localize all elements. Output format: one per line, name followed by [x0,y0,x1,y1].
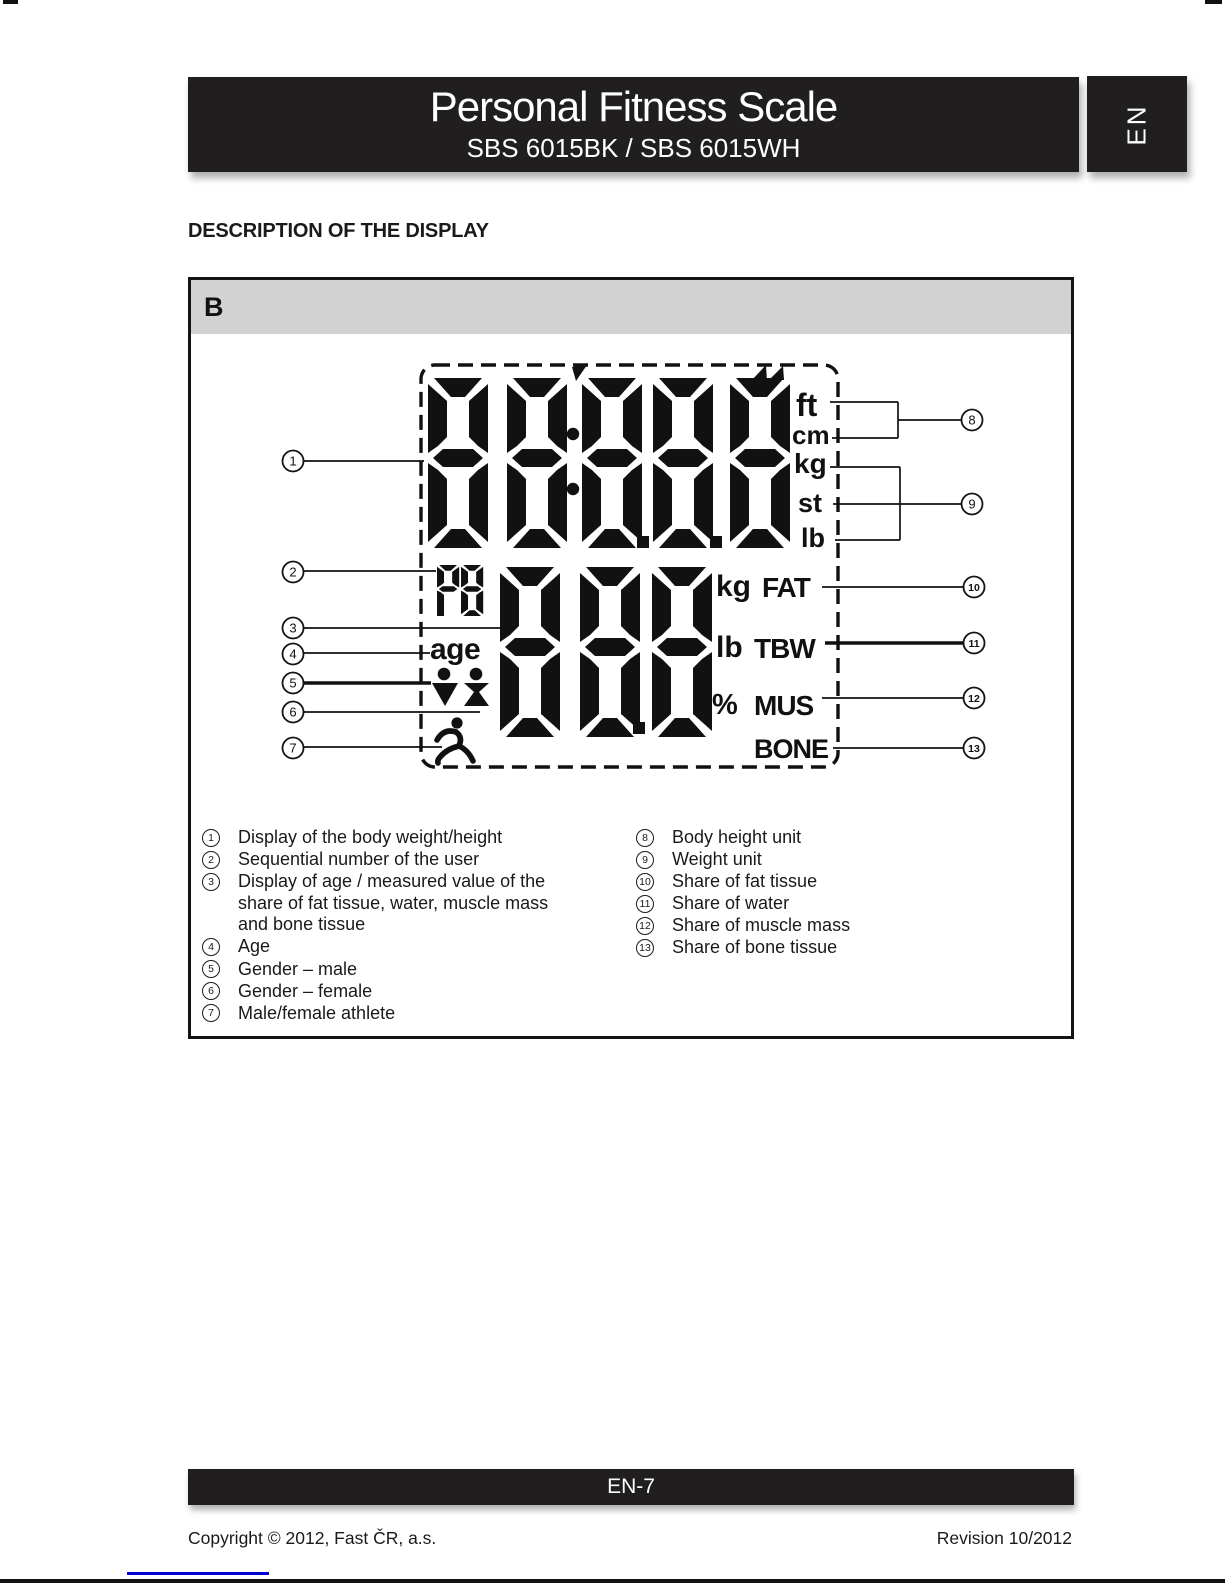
unit-cm: cm [792,420,830,450]
legend-item [636,849,976,871]
fat-unit: kg [716,570,752,603]
legend-label: Sequential number of the user [238,849,480,870]
svg-text:3: 3 [289,620,297,636]
measurement-digit-display [500,567,712,737]
svg-text:4: 4 [289,646,297,662]
crop-mark-left [3,0,18,4]
product-title: Personal Fitness Scale [429,82,838,130]
svg-text:9: 9 [968,496,976,512]
legend-number: 1 [202,829,220,847]
legend-item [202,827,602,849]
page-bottom-rule [0,1579,1225,1583]
male-gender-icon [432,668,458,706]
callout-bracket-9 [830,467,961,540]
legend-item [636,893,976,915]
callout-bracket-8 [830,402,961,438]
weight-height-digit-display [428,365,790,548]
callout-marker-12 [964,688,985,709]
callout-marker-3 [283,618,304,639]
legend-item [636,915,976,937]
athlete-icon [437,717,473,763]
legend-column-left [202,827,602,1025]
legend-label: Share of muscle mass [672,915,851,936]
fat-label: FAT [762,572,810,603]
legend-number: 2 [202,851,220,869]
language-tab-label: EN [1121,102,1152,146]
unit-kg: kg [794,448,827,479]
unit-ft: ft [796,387,818,423]
legend-label: Age [238,936,271,957]
legend-number: 10 [636,873,654,891]
colon-dot-top [567,428,579,440]
svg-text:7: 7 [289,740,297,756]
mus-label: MUS [754,690,814,721]
callout-marker-11 [964,633,985,654]
legend-column-right [636,827,976,960]
legend-label: Display of the body weight/height [238,827,503,847]
legend-item [202,936,602,958]
legend-number: 11 [636,895,654,913]
legend-label: Share of fat tissue [672,871,818,892]
legend-label: Weight unit [672,849,762,870]
legend-label: Share of water [672,893,790,914]
crop-mark-right [1205,0,1222,4]
age-label: age [430,633,481,666]
unit-lb: lb [801,523,825,553]
lcd-display-diagram [188,331,1074,801]
figure-label: B [204,292,224,322]
legend-item [202,1003,602,1025]
legend-number: 9 [636,851,654,869]
legend-number: 4 [202,938,220,956]
legend-number: 7 [202,1004,220,1022]
callout-marker-13 [964,738,985,759]
svg-text:8: 8 [968,412,976,428]
svg-text:5: 5 [289,675,297,691]
legend-item [202,871,602,936]
legend-label: Gender – female [238,980,373,1001]
unit-st: st [798,488,823,518]
language-tab [1087,76,1187,172]
legend-number: 6 [202,982,220,1000]
figure-header [191,280,1071,334]
legend-item [636,871,976,893]
svg-text:1: 1 [289,453,297,469]
callout-marker-10 [964,577,985,598]
bone-label: BONE [754,734,829,764]
mus-unit: % [712,689,738,721]
marker-flag-icon [751,365,767,381]
legend-item [202,849,602,871]
decimal-point [710,536,722,548]
marker-flag-icon [572,365,587,381]
section-heading: DESCRIPTION OF THE DISPLAY [188,220,489,242]
callout-marker-4 [283,644,304,665]
tbw-unit: lb [716,631,743,664]
page-number-bar [188,1469,1074,1505]
footer-link-underline[interactable] [127,1572,269,1575]
callout-marker-1 [283,451,304,472]
revision-text: Revision 10/2012 [936,1528,1072,1548]
legend-number: 13 [636,939,654,957]
marker-flag-icon [769,366,784,380]
legend-label: Gender – male [238,958,358,979]
legend-label: Share of bone tissue [672,937,838,958]
callout-marker-7 [283,738,304,759]
legend-label: Body height unit [672,827,802,847]
svg-text:10: 10 [968,582,980,594]
tbw-label: TBW [754,633,815,664]
legend-number: 12 [636,917,654,935]
product-model-numbers: SBS 6015BK / SBS 6015WH [466,133,801,164]
callout-marker-2 [283,562,304,583]
page-number: EN-7 [607,1475,655,1498]
product-title-bar [188,77,1079,172]
female-gender-icon [464,668,489,706]
callout-marker-5 [283,673,304,694]
callout-marker-6 [283,702,304,723]
copyright-text: Copyright © 2012, Fast ČR, a.s. [188,1528,437,1548]
legend-item [202,981,602,1003]
callout-marker-9 [962,494,983,515]
legend-item [636,827,976,849]
legend-label: Display of age / measured value of the share of fat tissue, water, muscle mass and bone tissue [238,871,549,935]
svg-text:2: 2 [289,564,297,580]
legend-item [202,959,602,981]
user-number-display [437,565,483,616]
svg-text:13: 13 [968,743,980,755]
legend-item [636,937,976,959]
callout-marker-8 [962,410,983,431]
svg-text:6: 6 [289,704,297,720]
legend-number: 8 [636,829,654,847]
legend-number: 5 [202,960,220,978]
legend-label: Male/female athlete [238,1002,396,1023]
decimal-point [633,722,645,734]
colon-dot-bottom [567,483,579,495]
svg-text:12: 12 [968,693,980,705]
svg-text:11: 11 [968,638,980,650]
legend-number: 3 [202,873,220,891]
decimal-point [637,536,649,548]
